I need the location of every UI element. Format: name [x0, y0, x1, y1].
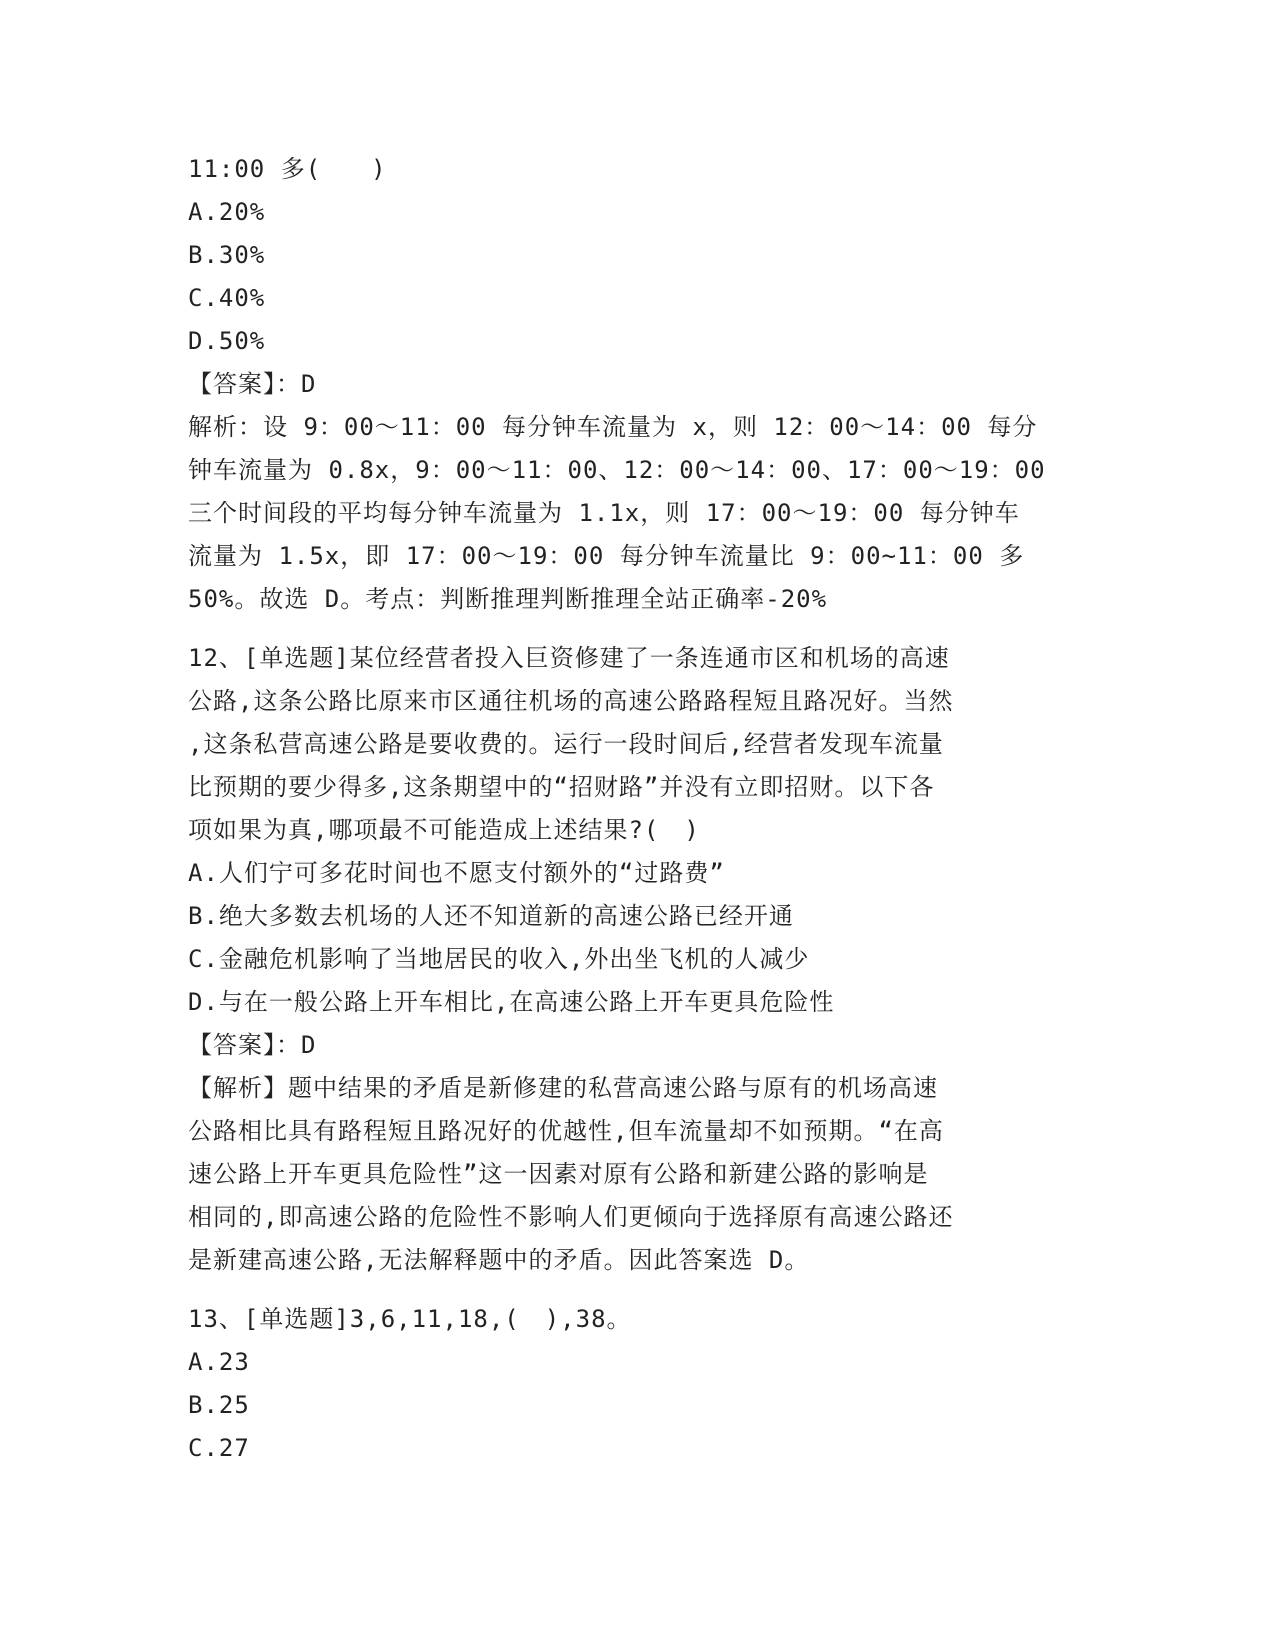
option-c: C.40%	[188, 284, 266, 312]
question-stem-line: 13、[单选题]3,6,11,18,( ),38。	[188, 1305, 632, 1333]
question-stem-line: 12、[单选题]某位经营者投入巨资修建了一条连通市区和机场的高速	[188, 644, 950, 672]
explanation-line: 解析：设 9：00～11：00 每分钟车流量为 x，则 12：00～14：00 每分	[188, 413, 1038, 441]
question-12	[188, 637, 1088, 1282]
section-gap	[188, 621, 1088, 637]
question-13	[188, 1298, 1088, 1470]
question-11-stem-tail: 11:00 多( )	[188, 155, 387, 183]
option-b: B.绝大多数去机场的人还不知道新的高速公路已经开通	[188, 902, 794, 930]
option-c: C.27	[188, 1434, 250, 1462]
option-b: B.30%	[188, 241, 266, 269]
option-d: D.与在一般公路上开车相比,在高速公路上开车更具危险性	[188, 988, 835, 1016]
question-11	[188, 148, 1088, 621]
option-a: A.人们宁可多花时间也不愿支付额外的“过路费”	[188, 859, 725, 887]
question-stem-line: 项如果为真,哪项最不可能造成上述结果?( )	[188, 816, 700, 844]
explanation-line: 相同的,即高速公路的危险性不影响人们更倾向于选择原有高速公路还	[188, 1203, 954, 1231]
answer-label: 【答案】：D	[188, 370, 317, 398]
option-a: A.20%	[188, 198, 266, 226]
question-stem-line: 公路,这条公路比原来市区通往机场的高速公路路程短且路况好。当然	[188, 687, 954, 715]
section-gap	[188, 1282, 1088, 1298]
question-stem-line: ,这条私营高速公路是要收费的。运行一段时间后,经营者发现车流量	[188, 730, 944, 758]
document-page	[188, 148, 1088, 1470]
option-b: B.25	[188, 1391, 250, 1419]
question-stem-line: 比预期的要少得多,这条期望中的“招财路”并没有立即招财。以下各	[188, 773, 935, 801]
option-d: D.50%	[188, 327, 266, 355]
explanation-line: 50%。故选 D。考点：判断推理判断推理全站正确率-20%	[188, 585, 828, 613]
explanation-line: 流量为 1.5x，即 17：00～19：00 每分钟车流量比 9：00~11：00 多	[188, 542, 1025, 570]
explanation-line: 三个时间段的平均每分钟车流量为 1.1x，则 17：00～19：00 每分钟车	[188, 499, 1020, 527]
explanation-line: 速公路上开车更具危险性”这一因素对原有公路和新建公路的影响是	[188, 1160, 929, 1188]
explanation-line: 公路相比具有路程短且路况好的优越性,但车流量却不如预期。“在高	[188, 1117, 944, 1145]
option-a: A.23	[188, 1348, 250, 1376]
explanation-line: 钟车流量为 0.8x，9：00～11：00、12：00～14：00、17：00～19：00	[188, 456, 1046, 484]
option-c: C.金融危机影响了当地居民的收入,外出坐飞机的人减少	[188, 945, 810, 973]
explanation-line: 是新建高速公路,无法解释题中的矛盾。因此答案选 D。	[188, 1246, 810, 1274]
answer-label: 【答案】：D	[188, 1031, 317, 1059]
explanation-line: 【解析】题中结果的矛盾是新修建的私营高速公路与原有的机场高速	[188, 1074, 938, 1102]
